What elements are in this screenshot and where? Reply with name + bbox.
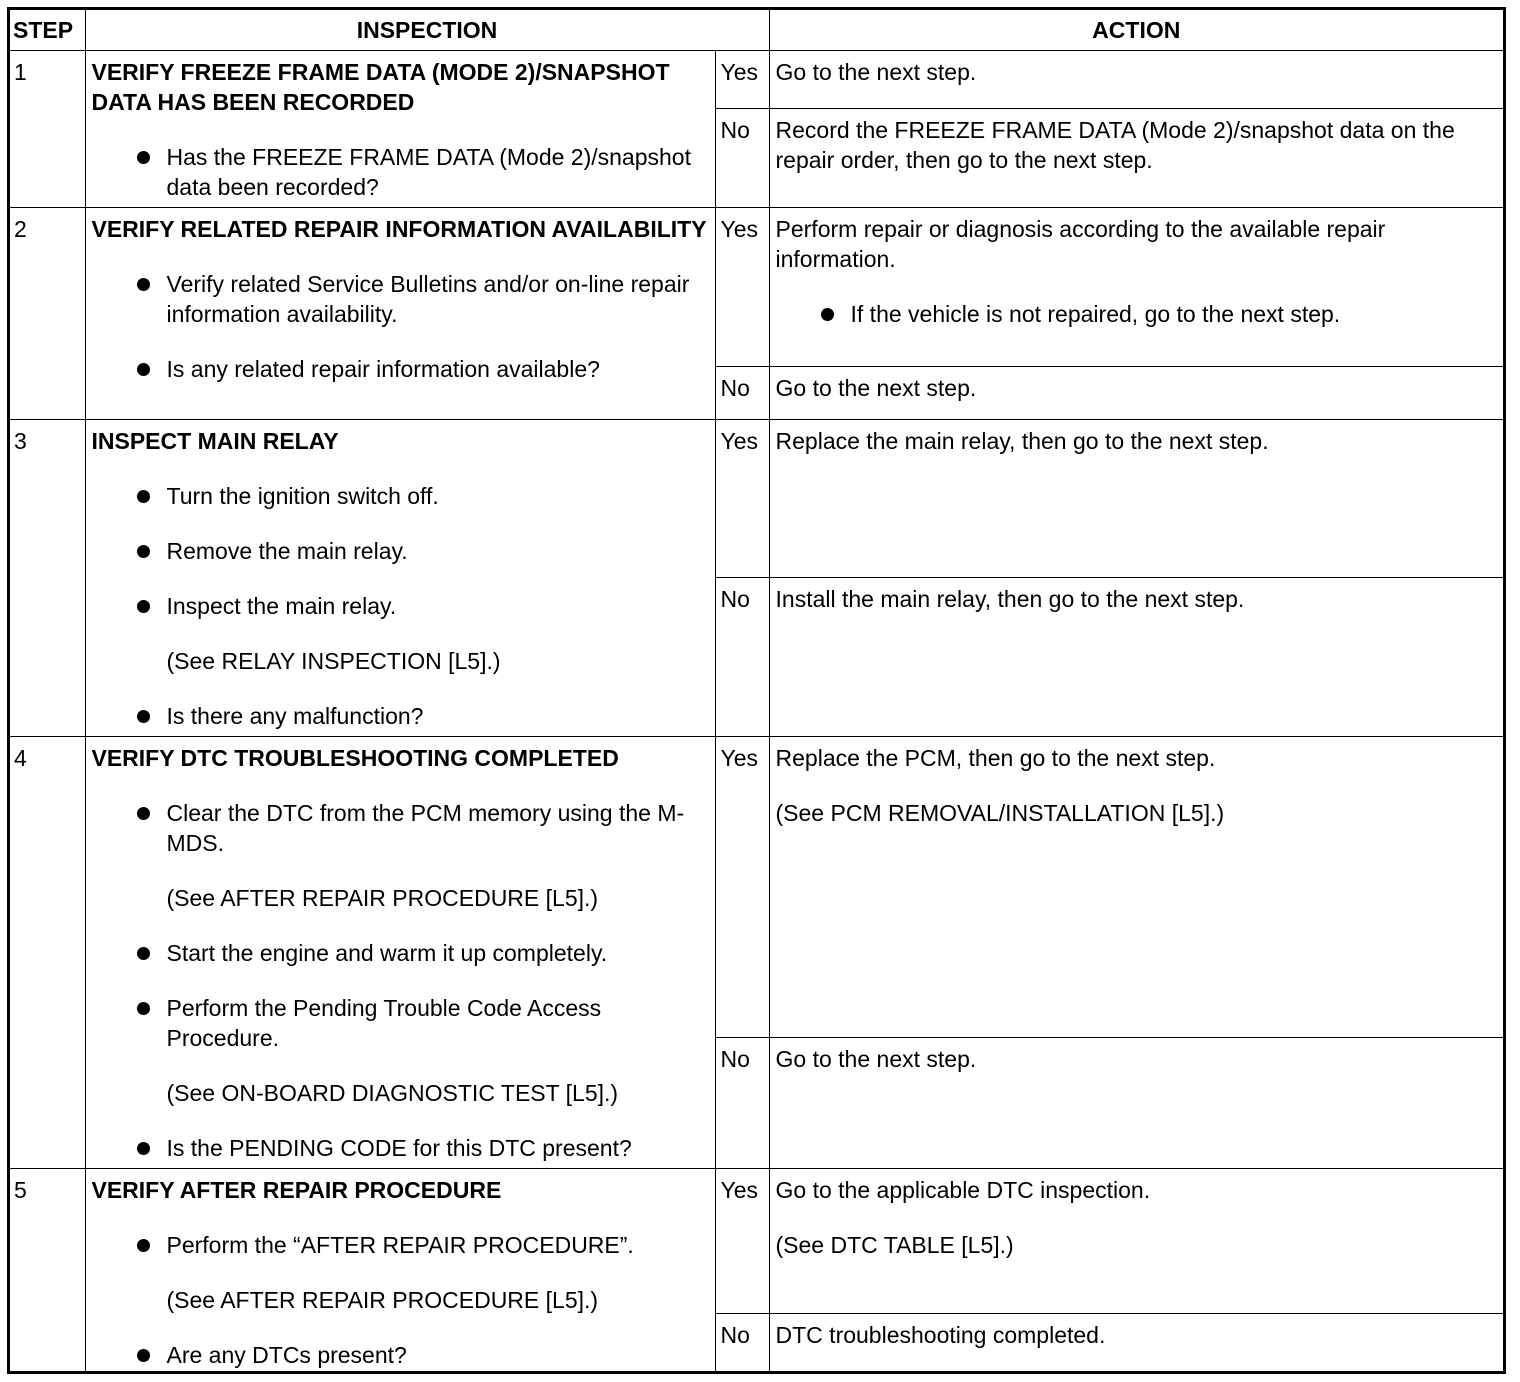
troubleshooting-table bbox=[10, 10, 1503, 1372]
step-number: 1 bbox=[10, 50, 85, 207]
bullet-item: Remove the main relay. bbox=[92, 536, 711, 566]
header-inspection: INSPECTION bbox=[85, 10, 769, 50]
step-5-inspection bbox=[85, 1168, 715, 1371]
step-5-yes-row bbox=[10, 1168, 1503, 1313]
header-step: STEP bbox=[10, 10, 85, 50]
bullet-item: Are any DTCs present? bbox=[92, 1340, 711, 1370]
step-title: VERIFY DTC TROUBLESHOOTING COMPLETED bbox=[91, 744, 619, 771]
bullet-item: Start the engine and warm it up completely. bbox=[92, 938, 711, 968]
action-reference: (See DTC TABLE [L5].) bbox=[775, 1231, 1014, 1258]
answer-yes: Yes bbox=[715, 1168, 769, 1313]
action-yes-cell bbox=[769, 207, 1503, 366]
step-title: VERIFY RELATED REPAIR INFORMATION AVAILABILITY bbox=[91, 215, 707, 242]
bullet-item: Inspect the main relay. bbox=[92, 591, 711, 621]
reference-note: (See ON-BOARD DIAGNOSTIC TEST [L5].) bbox=[166, 1079, 619, 1106]
step-title: INSPECT MAIN RELAY bbox=[91, 427, 339, 454]
action-no: Go to the next step. bbox=[769, 1037, 1503, 1168]
bullet-item: Turn the ignition switch off. bbox=[92, 481, 711, 511]
action-yes: Perform repair or diagnosis according to the available repair information. bbox=[775, 215, 1386, 272]
bullet-item: Perform the “AFTER REPAIR PROCEDURE”. bbox=[92, 1230, 711, 1260]
reference-note: (See RELAY INSPECTION [L5].) bbox=[166, 647, 501, 674]
step-number: 4 bbox=[10, 736, 85, 1168]
answer-no: No bbox=[715, 108, 769, 207]
action-no: Record the FREEZE FRAME DATA (Mode 2)/snapshot data on the repair order, then go to the next step. bbox=[769, 108, 1503, 207]
action-no: Install the main relay, then go to the next step. bbox=[769, 577, 1503, 736]
answer-no: No bbox=[715, 577, 769, 736]
answer-yes: Yes bbox=[715, 207, 769, 366]
answer-no: No bbox=[715, 366, 769, 419]
action-bullet: If the vehicle is not repaired, go to the next step. bbox=[776, 299, 1496, 329]
reference-note: (See AFTER REPAIR PROCEDURE [L5].) bbox=[166, 1286, 599, 1313]
bullet-item: Is there any malfunction? bbox=[92, 701, 711, 731]
step-4-yes-row bbox=[10, 736, 1503, 1037]
step-1-yes-row bbox=[10, 50, 1503, 108]
action-yes: Replace the PCM, then go to the next step. bbox=[775, 744, 1216, 771]
reference-note: (See AFTER REPAIR PROCEDURE [L5].) bbox=[166, 884, 599, 911]
step-title: VERIFY FREEZE FRAME DATA (MODE 2)/SNAPSHOT DATA HAS BEEN RECORDED bbox=[91, 58, 670, 115]
action-no: DTC troubleshooting completed. bbox=[769, 1313, 1503, 1371]
action-yes: Go to the applicable DTC inspection. bbox=[775, 1176, 1151, 1203]
step-1-inspection bbox=[85, 50, 715, 207]
bullet-item: Perform the Pending Trouble Code Access Procedure. bbox=[92, 993, 711, 1053]
action-yes-cell bbox=[769, 1168, 1503, 1313]
step-number: 5 bbox=[10, 1168, 85, 1371]
diagnostic-procedure-table bbox=[7, 7, 1506, 1374]
answer-yes: Yes bbox=[715, 736, 769, 1037]
step-3-yes-row bbox=[10, 419, 1503, 577]
step-number: 2 bbox=[10, 207, 85, 419]
header-row bbox=[10, 10, 1503, 50]
answer-yes: Yes bbox=[715, 50, 769, 108]
bullet-item: Has the FREEZE FRAME DATA (Mode 2)/snapshot data been recorded? bbox=[92, 142, 711, 202]
bullet-item: Clear the DTC from the PCM memory using the M-MDS. bbox=[92, 798, 711, 858]
action-yes: Go to the next step. bbox=[769, 50, 1503, 108]
action-yes: Replace the main relay, then go to the next step. bbox=[769, 419, 1503, 577]
answer-yes: Yes bbox=[715, 419, 769, 577]
bullet-item: Is any related repair information available? bbox=[92, 354, 711, 384]
step-2-inspection bbox=[85, 207, 715, 419]
action-reference: (See PCM REMOVAL/INSTALLATION [L5].) bbox=[775, 799, 1225, 826]
step-3-inspection bbox=[85, 419, 715, 736]
answer-no: No bbox=[715, 1313, 769, 1371]
answer-no: No bbox=[715, 1037, 769, 1168]
bullet-item: Verify related Service Bulletins and/or on-line repair information availability. bbox=[92, 269, 711, 329]
step-title: VERIFY AFTER REPAIR PROCEDURE bbox=[91, 1176, 502, 1203]
header-action: ACTION bbox=[769, 10, 1503, 50]
step-2-yes-row bbox=[10, 207, 1503, 366]
step-4-inspection bbox=[85, 736, 715, 1168]
action-yes-cell bbox=[769, 736, 1503, 1037]
action-no: Go to the next step. bbox=[769, 366, 1503, 419]
step-number: 3 bbox=[10, 419, 85, 736]
bullet-item: Is the PENDING CODE for this DTC present? bbox=[92, 1133, 711, 1163]
